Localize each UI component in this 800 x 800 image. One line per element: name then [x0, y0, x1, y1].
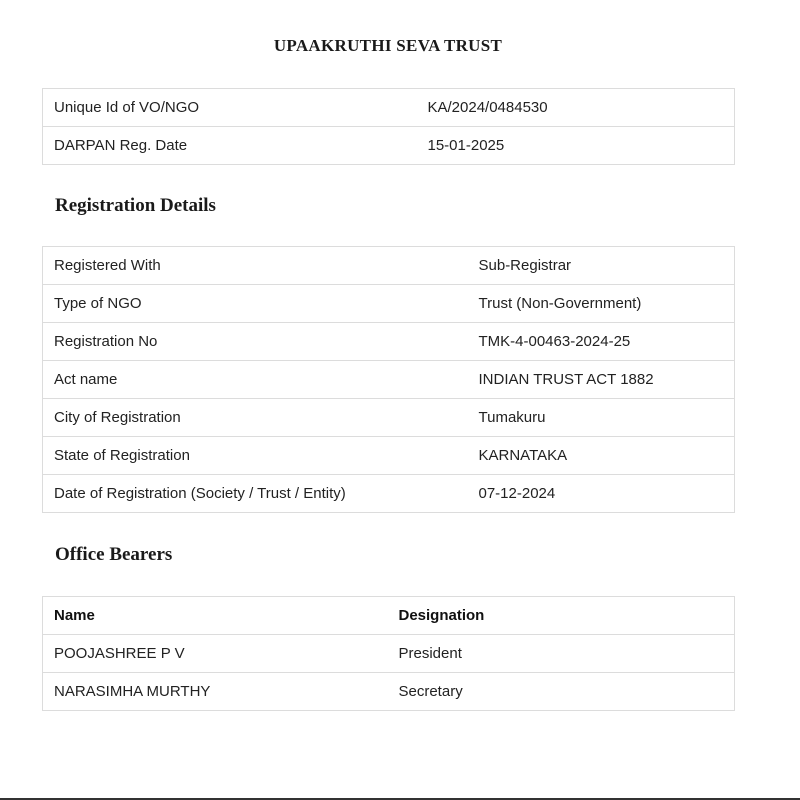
registration-details-heading: Registration Details — [55, 195, 216, 216]
page-title: UPAAKRUTHI SEVA TRUST — [273, 36, 503, 55]
table-row — [43, 247, 735, 285]
table-row — [43, 127, 735, 165]
city-of-registration-label: City of Registration — [43, 399, 468, 437]
table-row — [43, 285, 735, 323]
city-of-registration-value: Tumakuru — [468, 399, 735, 437]
unique-id-value: KA/2024/0484530 — [427, 99, 548, 116]
registration-details-table — [42, 246, 735, 513]
table-header-row — [43, 597, 735, 635]
darpan-reg-date-value: 15-01-2025 — [417, 127, 735, 165]
unique-id-label: Unique Id of VO/NGO — [54, 99, 200, 116]
office-bearers-heading: Office Bearers — [55, 544, 173, 565]
bearer-name: POOJASHREE P V — [43, 635, 388, 673]
table-row — [43, 437, 735, 475]
table-row — [43, 673, 735, 711]
table-row — [43, 89, 735, 127]
office-bearers-table — [42, 596, 735, 711]
table-row — [43, 361, 735, 399]
act-name-value: INDIAN TRUST ACT 1882 — [468, 361, 735, 399]
date-of-registration-value: 07-12-2024 — [468, 475, 735, 513]
column-header-designation: Designation — [398, 607, 485, 624]
date-of-registration-label: Date of Registration (Society / Trust / Entity) — [43, 475, 468, 513]
table-row — [43, 399, 735, 437]
registered-with-value: Sub-Registrar — [478, 257, 572, 274]
table-row — [43, 475, 735, 513]
bearer-name: NARASIMHA MURTHY — [43, 673, 388, 711]
darpan-reg-date-label: DARPAN Reg. Date — [43, 127, 417, 165]
bearer-designation: Secretary — [388, 673, 735, 711]
bearer-designation: President — [388, 635, 735, 673]
summary-table — [42, 88, 735, 165]
registered-with-label: Registered With — [54, 257, 161, 274]
table-row — [43, 635, 735, 673]
ngo-type-label: Type of NGO — [43, 285, 468, 323]
registration-no-value: TMK-4-00463-2024-25 — [468, 323, 735, 361]
ngo-type-value: Trust (Non-Government) — [468, 285, 735, 323]
state-of-registration-label: State of Registration — [43, 437, 468, 475]
column-header-name: Name — [54, 607, 95, 624]
registration-no-label: Registration No — [43, 323, 468, 361]
table-row — [43, 323, 735, 361]
act-name-label: Act name — [43, 361, 468, 399]
state-of-registration-value: KARNATAKA — [468, 437, 735, 475]
